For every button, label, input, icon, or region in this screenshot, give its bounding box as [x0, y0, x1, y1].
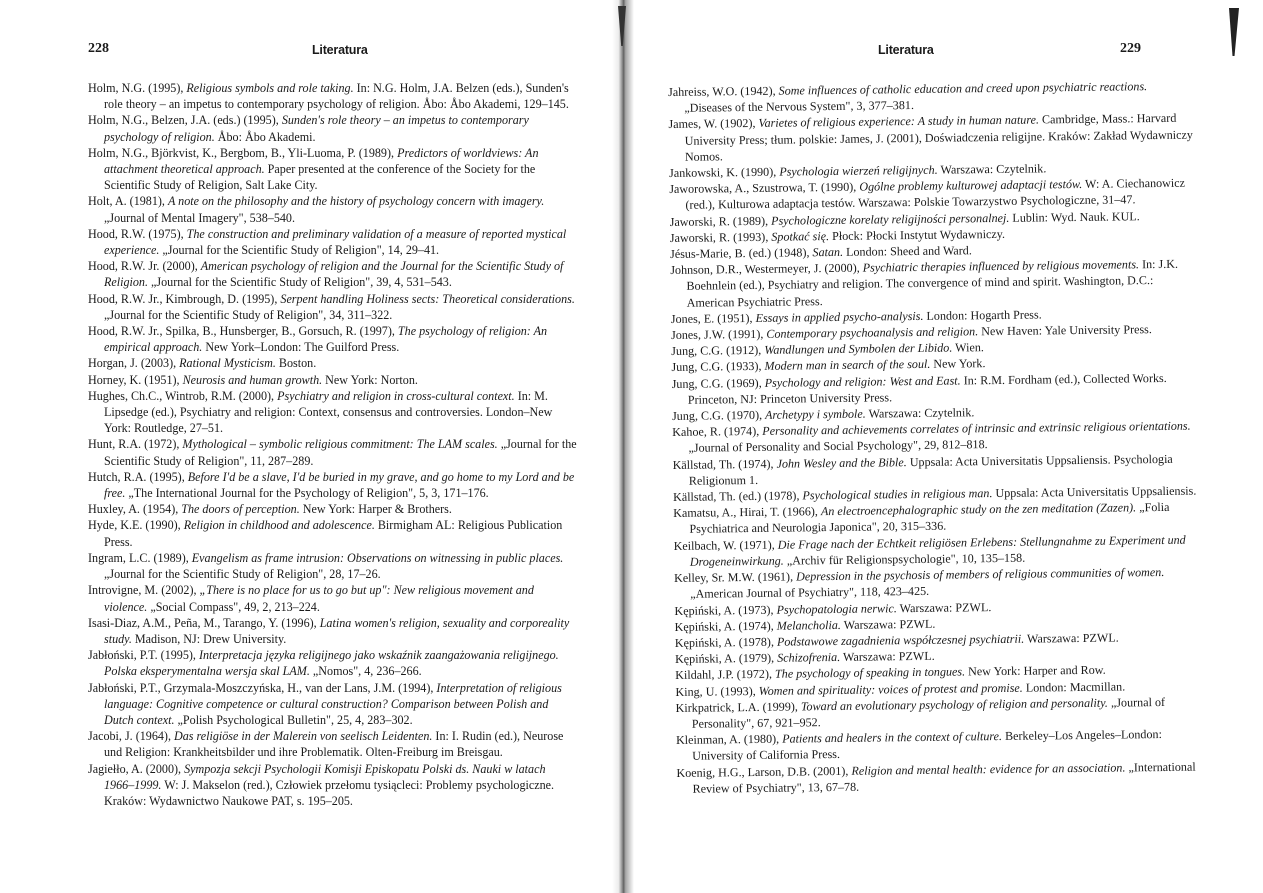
reference-authors: Horgan, J. (2003), — [88, 356, 180, 371]
reference-entry — [88, 501, 578, 517]
reference-title: Rational Mysticism. — [179, 356, 276, 371]
reference-source: New York: Harper and Row. — [965, 663, 1106, 679]
reference-source: „Journal of Personality", 67, 921–952. — [691, 694, 1166, 731]
reference-authors: Hunt, R.A. (1972), — [88, 437, 183, 452]
reference-title: Toward an evolutionary psychology of religion and personality. — [800, 695, 1108, 714]
reference-authors: Hood, R.W. Jr. (2000), — [88, 259, 201, 274]
reference-authors: Holm, N.G., Belzen, J.A. (eds.) (1995), — [88, 113, 282, 128]
reference-authors: Jabłoński, P.T., Grzymala-Moszczyńska, H., van der Lans, J.M. (1994), — [88, 680, 437, 695]
reference-source: W: A. Ciechanowicz (red.), Kulturowa adaptacja testów. Warszawa: Polskie Towarzystwo Psychologiczne, 31–47. — [685, 175, 1186, 213]
reference-entry — [88, 112, 578, 144]
reference-source: „Journal for the Scientific Study of Religion", 34, 311–322. — [104, 307, 393, 322]
reference-entry — [88, 355, 578, 371]
reference-source: „Journal for the Scientific Study of Religion", 14, 29–41. — [159, 243, 440, 258]
reference-authors: Holt, A. (1981), — [88, 194, 168, 209]
reference-title: Mythological – symbolic religious commitment: The LAM scales. — [182, 437, 498, 452]
reference-source: Warszawa: PZWL. — [840, 616, 936, 632]
reference-title: Wandlungen und Symbolen der Libido. — [764, 340, 953, 358]
reference-source: Warszawa: PZWL. — [896, 599, 992, 615]
reference-authors: Jung, C.G. (1970), — [671, 407, 766, 424]
reference-entry — [88, 145, 578, 194]
reference-entry — [88, 372, 578, 388]
reference-title: Interpretacja języka religijnego jako wskaźnik zaangażowania religijnego. Polska eksperymentalna wersja skal LAM. — [104, 648, 559, 679]
reference-source: W: J. Makselon (red.), Człowiek przełomu tysiącleci: Problemy psychologiczne. Kraków: Wydawnictwo Naukowe PAT, s. 195–205. — [104, 777, 555, 808]
reference-authors: Jung, C.G. (1912), — [671, 343, 765, 359]
reference-authors: Hutch, R.A. (1995), — [88, 469, 188, 484]
reference-entry — [88, 80, 578, 112]
reference-title: Schizofrenia. — [777, 650, 841, 665]
reference-authors: Jaworski, R. (1993), — [669, 229, 772, 245]
reference-authors: Huxley, A. (1954), — [88, 502, 182, 517]
reference-title: Psychological studies in religious man. — [802, 486, 993, 503]
reference-source: New York: Norton. — [322, 372, 418, 387]
reference-title: Serpent handling Holiness sects: Theoretical considerations. — [280, 291, 575, 306]
running-head: Literatura — [312, 43, 368, 57]
reference-title: The construction and preliminary validation of a measure of reported mystical experience. — [104, 226, 567, 258]
reference-source: „Archiv für Religionspsychologie", 10, 135–158. — [783, 550, 1026, 568]
reference-title: The psychology of speaking in tongues. — [774, 664, 966, 682]
reference-title: Religious symbols and role taking. — [186, 81, 354, 95]
reference-source: Cambridge, Mass.: Harvard University Press; tłum. polskie: James, J. (2001), Doświadczenia religijne. Kraków: Zakład Wydawniczy Nomos. — [684, 111, 1193, 164]
reference-source: Birmigham AL: Religious Publication Press. — [104, 518, 563, 549]
reference-authors: Jacobi, J. (1964), — [88, 729, 174, 744]
reference-authors: Jaworowska, A., Szustrowa, T. (1990), — [669, 179, 860, 197]
reference-authors: Jones, J.W. (1991), — [670, 326, 767, 343]
reference-title: Neurosis and human growth. — [182, 372, 323, 387]
reference-authors: Källstad, Th. (ed.) (1978), — [672, 488, 803, 505]
reference-entry — [88, 761, 578, 810]
reference-entry — [88, 436, 578, 468]
running-head: Literatura — [878, 43, 934, 57]
reference-authors: Jones, E. (1951), — [670, 310, 756, 326]
reference-list — [668, 78, 1205, 797]
reference-authors: Introvigne, M. (2002), — [88, 583, 200, 598]
reference-title: The psychology of religion: An empirical approach. — [104, 324, 548, 355]
reference-source: Berkeley–Los Angeles–London: University of California Press. — [692, 727, 1162, 764]
reference-entry — [676, 758, 1204, 797]
reference-source: „Diseases of the Nervous System", 3, 377–381. — [684, 98, 915, 116]
reference-authors: Koenig, H.G., Larson, D.B. (2001), — [676, 763, 852, 780]
reference-title: Psychiatric therapies influenced by religious movements. — [862, 257, 1140, 275]
reference-title: Interpretation of religious language: Cognitive competence or cultural construction? Comparison between Polish and Dutch context. — [104, 680, 562, 727]
reference-authors: Källstad, Th. (1974), — [672, 456, 777, 472]
reference-entry — [88, 388, 578, 437]
reference-title: Essays in applied psycho-analysis. — [755, 308, 924, 325]
reference-title: American psychology of religion and the Journal for the Scientific Study of Religion. — [104, 259, 564, 290]
reference-authors: Hood, R.W. (1975), — [88, 226, 187, 241]
reference-entry — [88, 615, 578, 647]
reference-source: In: J.K. Boehnlein (ed.), Psychiatry and religion. The convergence of mind and spirit. Washington, D.C.: American Psychiatric Press. — [686, 257, 1179, 310]
reference-source: In: N.G. Holm, J.A. Belzen (eds.), Sunden's role theory – an impetus to contemporary psychology of religion. Åbo: Åbo Akademi, 129–145. — [104, 81, 569, 112]
reference-authors: Jung, C.G. (1969), — [671, 375, 765, 391]
reference-authors: James, W. (1902), — [668, 116, 759, 132]
reference-title: Religion and mental health: evidence for an association. — [851, 759, 1126, 778]
reference-authors: Hood, R.W. Jr., Kimbrough, D. (1995), — [88, 291, 281, 306]
reference-title: „There is no place for us to go but up": New religious movement and violence. — [104, 583, 534, 614]
reference-source: „The International Journal for the Psychology of Religion", 5, 3, 171–176. — [125, 486, 489, 501]
reference-title: Psychologia wierzeń religijnych. — [779, 162, 938, 179]
reference-source: Płock: Płocki Instytut Wydawniczy. — [829, 226, 1006, 243]
reference-title: Before I'd be a slave, I'd be buried in my grave, and go home to my Lord and be free. — [104, 469, 575, 501]
right-page — [628, 0, 1263, 893]
reference-authors: Hughes, Ch.C., Wintrob, R.M. (2000), — [88, 388, 278, 403]
reference-source: „Journal of Mental Imagery", 538–540. — [104, 210, 295, 225]
reference-title: Women and spirituality: voices of protest and promise. — [758, 680, 1023, 698]
page-number: 228 — [88, 41, 109, 56]
reference-entry — [88, 258, 578, 290]
reference-title: Depression in the psychosis of members of religious communities of women. — [795, 565, 1165, 584]
reference-title: Psychiatry and religion in cross-cultural context. — [277, 388, 515, 403]
reference-title: Podstawowe zagadnienia współczesnej psychiatrii. — [776, 631, 1025, 649]
reference-authors: Johnson, D.R., Westermeyer, J. (2000), — [670, 260, 863, 278]
reference-entry — [88, 193, 578, 225]
reference-authors: Hyde, K.E. (1990), — [88, 518, 184, 533]
reference-source: „Folia Psychiatrica and Neurologia Japonica", 20, 315–336. — [689, 500, 1170, 537]
reference-title: Modern man in search of the soul. — [764, 357, 931, 374]
reference-entry — [88, 226, 578, 258]
reference-source: „Journal for the Scientific Study of Religion", 11, 287–289. — [104, 437, 577, 468]
reference-source: Uppsala: Acta Universitatis Uppsaliensis. — [992, 483, 1197, 501]
reference-authors: Ingram, L.C. (1989), — [88, 550, 192, 565]
reference-source: „International Review of Psychiatry", 13, 67–78. — [692, 759, 1196, 796]
reference-title: Die Frage nach der Echtkeit religiösen Erlebens: Stellungnahme zu Experiment und Drogeneinwirkung. — [689, 532, 1186, 569]
reference-source: New York: Harper & Brothers. — [299, 502, 452, 517]
reference-source: „Polish Psychological Bulletin", 25, 4, 283–302. — [174, 712, 413, 727]
reference-authors: Kahoe, R. (1974), — [672, 424, 763, 440]
reference-authors: Jaworski, R. (1989), — [669, 213, 772, 229]
reference-authors: Kildahl, J.P. (1972), — [675, 667, 776, 683]
reference-source: „Nomos", 4, 236–266. — [309, 664, 422, 679]
reference-source: In: I. Rudin (ed.), Neurose und Religion: Krankheitsbilder und ihre Problematik. Olten-Freiburg im Breisgau. — [104, 729, 564, 760]
reference-source: Madison, NJ: Drew University. — [131, 631, 287, 646]
reference-authors: Jésus-Marie, B. (ed.) (1948), — [669, 245, 813, 262]
reference-source: New Haven: Yale University Press. — [978, 322, 1152, 339]
reference-source: Wien. — [952, 340, 984, 355]
page-number: 229 — [1120, 41, 1141, 56]
reference-authors: Kępiński, A. (1974), — [674, 618, 777, 634]
reference-entry — [88, 647, 578, 679]
reference-title: Religion in childhood and adolescence. — [183, 518, 375, 533]
left-page — [0, 0, 622, 893]
reference-title: Predictors of worldviews: An attachment theoretical approach. — [104, 145, 539, 177]
reference-authors: Horney, K. (1951), — [88, 372, 183, 387]
reference-entry — [88, 323, 578, 355]
reference-authors: Kirkpatrick, L.A. (1999), — [675, 699, 801, 715]
reference-source: London: Sheed and Ward. — [842, 243, 972, 259]
reference-entry — [88, 550, 578, 582]
reference-authors: Kępiński, A. (1973), — [674, 602, 777, 618]
reference-title: Some influences of catholic education and creed upon psychiatric reactions. — [778, 79, 1148, 98]
reference-source: „American Journal of Psychiatry", 118, 423–425. — [690, 584, 930, 602]
reference-title: Das religiöse in der Malerein von seelisch Leidenten. — [174, 729, 433, 744]
reference-source: Warszawa: PZWL. — [1024, 630, 1119, 646]
reference-authors: King, U. (1993), — [675, 683, 759, 699]
reference-source: Warszawa: Czytelnik. — [865, 405, 975, 421]
reference-source: „Journal of Personality and Social Psychology", 29, 812–818. — [688, 437, 988, 456]
reference-source: „Journal for the Scientific Study of Religion", 39, 4, 531–543. — [148, 275, 452, 290]
reference-entry — [88, 680, 578, 729]
reference-authors: Kelley, Sr. M.W. (1961), — [673, 569, 797, 586]
reference-title: Spotkać się. — [771, 228, 830, 244]
reference-title: John Wesley and the Bible. — [776, 454, 907, 471]
reference-authors: Isasi-Diaz, A.M., Peña, M., Tarango, Y. (1996), — [88, 615, 320, 630]
reference-title: Satan. — [812, 244, 844, 260]
reference-authors: Kleinman, A. (1980), — [675, 731, 783, 748]
reference-authors: Kępiński, A. (1978), — [674, 634, 778, 650]
reference-source: In: R.M. Fordham (ed.), Collected Works. Princeton, NJ: Princeton University Press. — [687, 370, 1167, 407]
reference-source: Åbo: Åbo Akademi. — [214, 129, 316, 144]
reference-title: Psychology and religion: West and East. — [764, 373, 961, 390]
reference-authors: Jung, C.G. (1933), — [671, 359, 765, 375]
reference-title: Varietes of religious experience: A study in human nature. — [758, 112, 1040, 131]
reference-source: Lublin: Wyd. Nauk. KUL. — [1009, 208, 1140, 225]
reference-entry — [668, 110, 1197, 165]
reference-authors: Hood, R.W. Jr., Spilka, B., Hunsberger, B., Gorsuch, R. (1997), — [88, 324, 398, 339]
reference-source: New York. — [930, 356, 986, 372]
reference-title: A note on the philosophy and the history of psychology concern with imagery. — [167, 194, 545, 209]
reference-title: Ogólne problemy kulturowej adaptacji testów. — [859, 177, 1083, 194]
reference-title: An electroencephalographic study on the zen meditation (Zazen). — [820, 500, 1137, 519]
reference-authors: Kamatsu, A., Hirai, T. (1966), — [673, 504, 822, 521]
reference-entry — [88, 582, 578, 614]
reference-title: Psychologiczne korelaty religijności personalnej. — [771, 210, 1010, 228]
reference-title: Contemporary psychoanalysis and religion. — [766, 324, 979, 341]
reference-source: Boston. — [275, 356, 317, 371]
reference-title: The doors of perception. — [181, 502, 300, 517]
reference-title: Sunden's role theory – an impetus to contemporary psychology of religion. — [104, 113, 529, 144]
reference-authors: Keilbach, W. (1971), — [673, 537, 778, 553]
reference-source: Uppsala: Acta Universitatis Uppsaliensis. Psychologia Religionum 1. — [688, 451, 1173, 488]
reference-entry — [88, 517, 578, 549]
reference-authors: Jankowski, K. (1990), — [669, 164, 780, 181]
reference-authors: Holm, N.G., Björkvist, K., Bergbom, B., Yli-Luoma, P. (1989), — [88, 145, 398, 160]
reference-source: New York–London: The Guilford Press. — [202, 340, 400, 355]
reference-source: London: Macmillan. — [1022, 678, 1126, 695]
reference-title: Personality and achievements correlates of intrinsic and extrinsic religious orientations. — [762, 418, 1191, 439]
reference-source: In: M. Lipsedge (ed.), Psychiatry and religion: Context, consensus and controversies. London–New York: Routledge, 27–51. — [104, 388, 553, 436]
reference-authors: Jahreiss, W.O. (1942), — [668, 83, 779, 99]
reference-title: Archetypy i symbole. — [765, 406, 866, 422]
reference-entry — [88, 469, 578, 501]
reference-source: Warszawa: Czytelnik. — [937, 161, 1047, 177]
reference-source: Warszawa: PZWL. — [840, 648, 935, 665]
reference-source: „Journal for the Scientific Study of Religion", 28, 17–26. — [104, 567, 381, 582]
reference-title: Patients and healers in the context of culture. — [782, 729, 1003, 746]
reference-title: Melancholia. — [776, 617, 841, 633]
reference-source: London: Hogarth Press. — [923, 307, 1042, 323]
reference-entry — [88, 291, 578, 323]
reference-title: Evangelism as frame intrusion: Observations on witnessing in public places. — [191, 550, 564, 565]
reference-title: Latina women's religion, sexuality and corporeality study. — [104, 615, 570, 646]
reference-title: Psychopatologia nerwic. — [776, 600, 897, 617]
reference-source: Paper presented at the conference of the Society for the Scientific Study of Religion, Salt Lake City. — [104, 162, 536, 193]
reference-entry — [670, 256, 1199, 311]
reference-title: Sympozja sekcji Psychologii Komisji Episkopatu Polski ds. Nauki w latach 1966–1999. — [104, 761, 546, 792]
reference-authors: Jagiełło, A. (2000), — [88, 761, 185, 776]
reference-list — [88, 80, 578, 809]
reference-authors: Jabłoński, P.T. (1995), — [88, 648, 199, 663]
reference-entry — [88, 728, 578, 760]
reference-source: „Social Compass", 49, 2, 213–224. — [147, 599, 320, 614]
reference-authors: Holm, N.G. (1995), — [88, 81, 187, 95]
reference-authors: Kępiński, A. (1979), — [674, 650, 778, 667]
